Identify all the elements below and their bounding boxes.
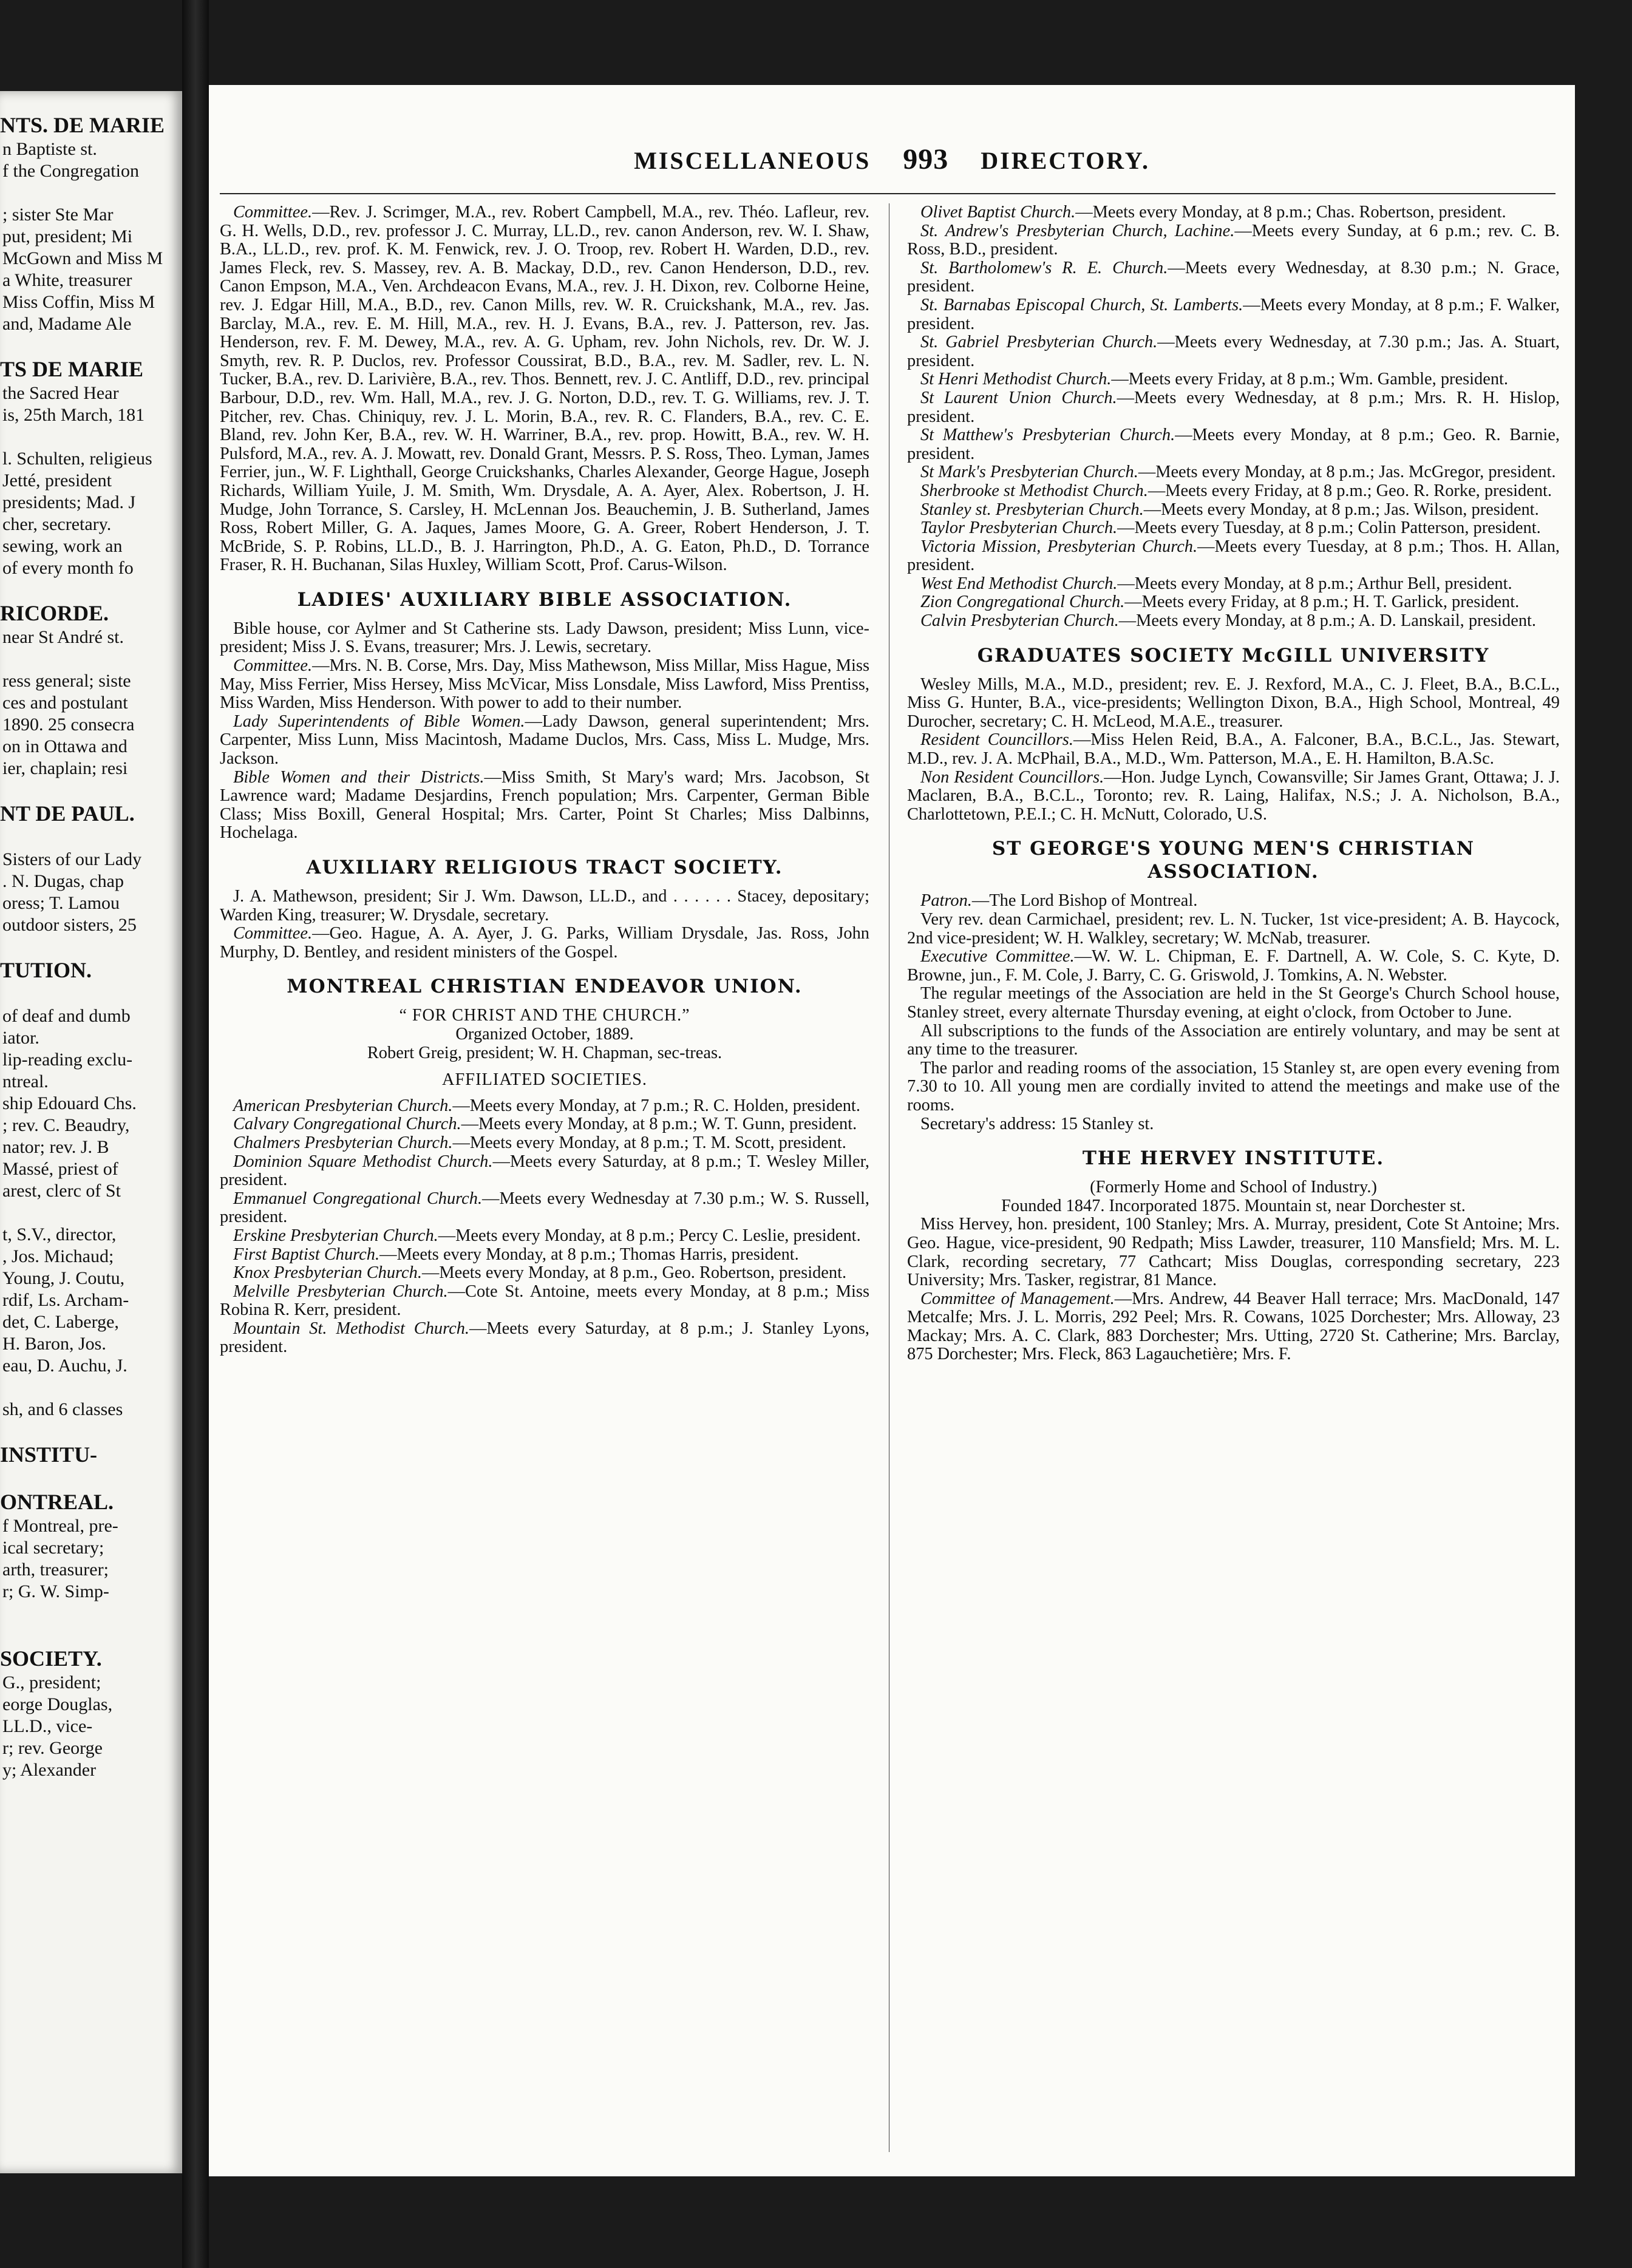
directory-entry: [907, 426, 1560, 463]
facing-line: outdoor sisters, 25: [2, 915, 137, 935]
facing-heading: TS DE MARIE: [0, 357, 144, 381]
entry-text: —Meets every Monday, at 8 p.m.; Chas. Robertson, president.: [1075, 203, 1506, 222]
entry-label: Sherbrooke st Methodist Church.: [920, 481, 1148, 500]
entry-label: Committee.: [233, 656, 313, 676]
directory-entry: [907, 911, 1560, 948]
facing-line: rdif, Ls. Archam-: [2, 1290, 129, 1310]
entry-text: —Meets every Monday, at 8 p.m.; F. Walker, president.: [907, 295, 1560, 333]
entry-label: Resident Councillors.: [920, 730, 1073, 750]
entry-text: —Meets every Monday, at 8 p.m.; Percy C. Leslie, president.: [438, 1226, 861, 1245]
facing-line: oress; T. Lamou: [2, 893, 120, 913]
entry-label: Victoria Mission, Presbyterian Church.: [920, 537, 1198, 556]
facing-line: Massé, priest of: [2, 1159, 118, 1179]
facing-heading: TUTION.: [0, 958, 92, 982]
entry-text: —Hon. Judge Lynch, Cowansville; Sir James Grant, Ottawa; J. J. Maclaren, B.A., B.C.L., Toronto; rev. R. Laing, Halifax, N.S.; J. A. Nicholson, B.A., Charlottetown, P.E.I.; C. H. McNutt, Colorado, U.S.: [907, 767, 1560, 824]
facing-line: y; Alexander: [2, 1760, 97, 1780]
facing-line: [0, 426, 182, 448]
directory-entry: [907, 1022, 1560, 1059]
entry-label: St Mark's Presbyterian Church.: [920, 463, 1138, 482]
entry-text: J. A. Mathewson, president; Sir J. Wm. Dawson, LL.D., and . . . . . . Stacey, depositary; Warden King, treasurer; W. Drysdale, secretary.: [220, 887, 869, 925]
directory-entry: [907, 538, 1560, 575]
entry-label: St Laurent Union Church.: [920, 388, 1117, 407]
entry-label: Committee.: [233, 924, 313, 943]
directory-entry: [907, 389, 1560, 426]
facing-line: [0, 648, 182, 670]
entry-label: Zion Congregational Church.: [920, 592, 1125, 612]
entry-text: —Meets every Wednesday, at 8.30 p.m.; N. Grace, president.: [907, 258, 1560, 296]
facing-line: ress general; siste: [2, 671, 131, 691]
entry-label: Emmanuel Congregational Church.: [233, 1189, 483, 1208]
facing-line: nator; rev. J. B: [2, 1137, 109, 1157]
section-heading: LADIES' AUXILIARY BIBLE ASSOCIATION.: [297, 588, 792, 611]
page-number: 993: [903, 143, 949, 175]
entry-label: Chalmers Presbyterian Church.: [233, 1133, 453, 1152]
facing-line: n Baptiste st.: [2, 139, 97, 159]
directory-entry: [907, 1290, 1560, 1364]
entry-label: Stanley st. Presbyterian Church.: [920, 500, 1144, 519]
entry-text: —Meets every Tuesday, at 8 p.m.; Colin Patterson, president.: [1117, 518, 1541, 538]
directory-entry: [907, 482, 1560, 501]
entry-text: All subscriptions to the funds of the Association are entirely voluntary, and may be sent at any time to the treasurer.: [907, 1021, 1560, 1059]
facing-heading: RICORDE.: [0, 601, 109, 625]
entry-text: —Meets every Monday, at 8 p.m.; W. T. Gunn, president.: [461, 1115, 857, 1134]
facing-line: Young, J. Coutu,: [2, 1268, 125, 1288]
facing-line: put, president; Mi: [2, 226, 133, 246]
entry-label: St. Andrew's Presbyterian Church, Lachine.: [920, 221, 1235, 240]
entry-text: —Mrs. Andrew, 44 Beaver Hall terrace; Mrs. MacDonald, 147 Metcalfe; Mrs. J. L. Morris, 292 Peel; Mrs. R. Cowans, 1025 Dorchester; Mrs. Alloway, 23 Mackay; Mrs. A. C. Clark, 883 Dorchester; Mrs. Utting, 2720 St. Catherine; Mrs. Barclay, 875 Dorchester; Mrs. Fleck, 863 Lagauchetière; Mrs. F.: [907, 1289, 1560, 1364]
entry-text: —Miss Helen Reid, B.A., A. Falconer, B.A., B.C.L., Jas. Stewart, M.D., rev. J. A. McPhail, B.A., M.D., Wm. Patterson, M.A., E. H. Hamilton, B.A.Sc.: [907, 730, 1560, 769]
facing-line: eau, D. Auchu, J.: [2, 1356, 127, 1376]
entry-label: Taylor Presbyterian Church.: [920, 518, 1118, 538]
entry-label: Committee of Management.: [920, 1289, 1115, 1308]
facing-line: [0, 1603, 182, 1625]
directory-entry: [907, 731, 1560, 768]
entry-text: —Meets every Sunday, at 6 p.m.; rev. C. B. Ross, B.D., president.: [907, 221, 1560, 259]
entry-text: —Meets every Monday, at 8 p.m.; Jas. McGregor, president.: [1138, 463, 1556, 482]
directory-entry: [907, 463, 1560, 482]
facing-line: [0, 983, 182, 1005]
facing-line: Jetté, president: [2, 470, 112, 491]
facing-line: ces and postulant: [2, 693, 128, 713]
directory-entry: [220, 1134, 869, 1153]
directory-entry: [907, 1115, 1560, 1134]
directory-entry: [907, 333, 1560, 370]
directory-entry: [907, 222, 1560, 259]
facing-line: H. Baron, Jos.: [2, 1334, 106, 1354]
entry-text: —Meets every Monday, at 8 p.m., Geo. Robertson, president.: [421, 1263, 847, 1283]
directory-entry: [220, 203, 869, 575]
facing-line: ier, chaplain; resi: [2, 758, 128, 778]
directory-entry: [220, 1115, 869, 1134]
entry-text: —Meets every Wednesday at 7.30 p.m.; W. S. Russell, president.: [220, 1189, 869, 1227]
entry-text: —Meets every Wednesday, at 8 p.m.; Mrs. R. H. Hislop, president.: [907, 388, 1560, 426]
entry-label: Executive Committee.: [920, 947, 1075, 966]
entry-text: Wesley Mills, M.A., M.D., president; rev. E. J. Rexford, M.A., C. J. Fleet, B.A., B.C.L., Miss G. Hunter, B.A., vice-presidents; Wellington Dixon, B.A., High School, Montreal, 49 Durocher, secretary; C. H. McLeod, M.A.E., treasurer.: [907, 674, 1560, 731]
directory-entry: [907, 1215, 1560, 1289]
facing-line: near St André st.: [2, 627, 124, 647]
entry-label: American Presbyterian Church.: [233, 1096, 453, 1115]
entry-text: —Meets every Wednesday, at 7.30 p.m.; Jas. A. Stuart, president.: [907, 333, 1560, 370]
entry-text: —Meets every Saturday, at 8 p.m.; T. Wesley Miller, president.: [220, 1152, 870, 1190]
facing-line: the Sacred Hear: [2, 383, 119, 403]
facing-page-fragment: [0, 91, 182, 2173]
entry-label: West End Methodist Church.: [920, 574, 1118, 593]
facing-line: presidents; Mad. J: [2, 492, 136, 512]
left-column: [220, 203, 869, 1357]
directory-entry: [220, 1097, 869, 1116]
section-heading: AUXILIARY RELIGIOUS TRACT SOCIETY.: [306, 857, 783, 878]
directory-entry: [220, 713, 869, 769]
facing-line: eorge Douglas,: [2, 1694, 113, 1714]
entry-text: —Rev. J. Scrimger, M.A., rev. Robert Campbell, M.A., rev. Théo. Lafleur, rev. G. H. Wells, D.D., rev. professor J. C. Murray, LL.D., rev. canon Anderson, rev. W. I. Shaw, B.A., LL.D., rev. prof. K. M. Fenwick, rev. J. O. Troop, rev. Robert H. Warden, D.D., rev. James Fleck, rev. S. Massey, rev. A. B. Mackay, D.D., rev. Canon Henderson, D.D., rev. Canon Empson, M.A., Ven. Archdeacon Evans, M.A., rev. J. H. Dixon, rev. Colborne Heine, rev. J. Edgar Hill, M.A., B.D., rev. Canon Mills, rev. W. R. Cruickshank, M.A., rev. Jas. Barclay, M.A., rev. E. M. Hill, M.A., rev. H. J. Evans, B.A., rev. J. Patterson, rev. Jas. Henderson, rev. F. M. Dewey, M.A., rev. A. G. Upham, rev. John Nichols, rev. Dr. W. J. Smyth, rev. R. P. Duclos, rev. Professor Coussirat, B.D., B.A., rev. M. Sadler, rev. L. N. Tucker, B.A., rev. D. Larivière, B.A., rev. Thos. Bennett, rev. J. C. Antliff, D.D., rev. principal Barbour, D.D., rev. Wm. Hall, M.A., rev. J. G. Norton, D.D., rev. T. G. Williams, rev. J. T. Pitcher, rev. Chas. Chiniquy, rev. J. L. Morin, B.A., rev. R. C. Flanders, B.A., rev. C. E. Bland, rev. John Ker, B.A., rev. W. H. Warriner, B.A., rev. prop. Howitt, B.A., rev. W. H. Pulsford, M.A., rev. A. J. Mowatt, rev. Donald Grant, Messrs. P. S. Ross, Theo. Lyman, James Ferrier, jun., W. F. Lighthall, George Cruickshanks, Charles Alexander, George Hague, Joseph Richards, William Yuile, J. M. Smith, Wm. Drysdale, A. A. Ayer, Alex. Robertson, J. H. Mudge, John Torrance, S. Carsley, H. McLennan Jos. Beauchemin, J. B. Sutherland, James Ross, Robert Miller, G. A. Jaques, James Moore, G. A. Greer, Robert Henderson, J. T. McBride, S. P. Robins, LL.D., B. J. Harrington, Ph.D., A. G. Eaton, Ph.D., D. Torrance Fraser, R. H. Buchanan, Silas Huxley, William Scott, Prof. Carus-Wilson.: [220, 203, 869, 575]
entry-text: —Meets every Monday, at 7 p.m.; R. C. Holden, president.: [452, 1096, 860, 1115]
entry-label: Non Resident Councillors.: [920, 767, 1104, 787]
entry-label: Erskine Presbyterian Church.: [233, 1226, 438, 1245]
facing-line: [0, 827, 182, 849]
entry-text: —Meets every Monday, at 8 p.m.; Arthur Bell, president.: [1117, 574, 1512, 593]
entry-label: St. Gabriel Presbyterian Church.: [920, 333, 1158, 352]
entry-text: —Cote St. Antoine, meets every Monday, at 8 p.m.; Miss Robina R. Kerr, president.: [220, 1282, 869, 1320]
entry-text: —Meets every Monday, at 8 p.m.; Jas. Wilson, president.: [1143, 500, 1539, 519]
entry-text: —Meets every Monday, at 8 p.m.; A. D. Lanskail, president.: [1118, 611, 1536, 631]
directory-entry: [907, 296, 1560, 333]
centered-line: Founded 1847. Incorporated 1875. Mountain st, near Dorchester st.: [1001, 1196, 1466, 1215]
right-column: [907, 203, 1560, 1364]
entry-label: Calvin Presbyterian Church.: [920, 611, 1119, 631]
section-heading: THE HERVEY INSTITUTE.: [1082, 1147, 1385, 1170]
centered-line: (Formerly Home and School of Industry.): [1090, 1178, 1377, 1197]
directory-entry: [220, 925, 869, 962]
entry-text: The parlor and reading rooms of the association, 15 Stanley st, are open every evening from 7.30 to 10. All young men are cordially invited to attend the meetings and make use of the rooms.: [907, 1058, 1560, 1115]
facing-line: on in Ottawa and: [2, 736, 127, 756]
directory-entry: [220, 1320, 869, 1357]
header-left: MISCELLANEOUS: [634, 147, 871, 174]
directory-entry: [220, 769, 869, 843]
entry-text: —Meets every Friday, at 8 p.m.; Geo. R. Rorke, president.: [1148, 481, 1552, 500]
entry-label: First Baptist Church.: [233, 1244, 380, 1264]
directory-entry: [907, 575, 1560, 594]
facing-heading: INSTITU-: [0, 1442, 98, 1467]
entry-label: St. Bartholomew's R. E. Church.: [920, 258, 1168, 277]
facing-line: arth, treasurer;: [2, 1560, 109, 1580]
facing-heading: NT DE PAUL.: [0, 801, 135, 826]
facing-line: Miss Coffin, Miss M: [2, 292, 155, 312]
directory-entry: [907, 892, 1560, 911]
directory-entry: [220, 620, 869, 657]
facing-line: ical secretary;: [2, 1538, 104, 1558]
book-gutter: [182, 0, 209, 2268]
entry-text: Very rev. dean Carmichael, president; rev. L. N. Tucker, 1st vice-president; A. B. Haycock, 2nd vice-president; W. H. Walkley, secretary; W. McNab, treasurer.: [907, 910, 1560, 948]
motto: “ FOR CHRIST AND THE CHURCH.”: [399, 1006, 690, 1025]
entry-text: —Meets every Tuesday, at 8 p.m.; Thos. H. Allan, president.: [907, 537, 1560, 575]
entry-label: Olivet Baptist Church.: [920, 203, 1076, 222]
entry-text: The regular meetings of the Association are held in the St George's Church School house, Stanley street, every alternate Thursday evening, at eight o'clock, from October to June.: [907, 984, 1560, 1022]
facing-line: t, S.V., director,: [2, 1224, 117, 1244]
directory-entry: [220, 1246, 869, 1265]
section-heading: ST GEORGE'S YOUNG MEN'S CHRISTIAN ASSOCIATION.: [991, 838, 1475, 883]
entry-text: —Mrs. N. B. Corse, Mrs. Day, Miss Mathewson, Miss Millar, Miss Hague, Miss May, Miss Ferrier, Miss Hersey, Miss McVicar, Miss Lonsdale, Miss Lawford, Miss Prentiss, Miss Warden, Miss Henderson. With power to add to their number.: [220, 656, 869, 713]
facing-line: ntreal.: [2, 1071, 49, 1092]
directory-entry: [907, 985, 1560, 1022]
entry-label: Patron.: [920, 891, 972, 911]
facing-line: and, Madame Ale: [2, 314, 132, 334]
directory-entry: [220, 1227, 869, 1246]
entry-label: Mountain St. Methodist Church.: [233, 1319, 470, 1338]
entry-label: Dominion Square Methodist Church.: [233, 1152, 493, 1171]
entry-text: —Meets every Monday, at 8 p.m.; Thomas Harris, president.: [379, 1244, 799, 1264]
facing-line: . N. Dugas, chap: [2, 871, 124, 891]
facing-line: ; sister Ste Mar: [2, 205, 114, 225]
directory-entry: [220, 657, 869, 713]
entry-text: Bible house, cor Aylmer and St Catherine sts. Lady Dawson, president; Miss Lunn, vice-president; Miss J. S. Evans, treasurer; Mrs. J. Lewis, secretary.: [220, 619, 869, 657]
directory-entry: [907, 370, 1560, 389]
facing-line: arest, clerc of St: [2, 1181, 121, 1201]
entry-text: Secretary's address: 15 Stanley st.: [920, 1114, 1154, 1133]
entry-text: —Meets every Saturday, at 8 p.m.; J. Stanley Lyons, president.: [220, 1319, 870, 1357]
entry-label: St. Barnabas Episcopal Church, St. Lamberts.: [920, 295, 1243, 314]
entry-text: —Lady Dawson, general superintendent; Mrs. Carpenter, Miss Lunn, Miss Macintosh, Madame Duclos, Mrs. Cass, Miss L. Mudge, Mrs. Jackson.: [220, 711, 869, 769]
facing-line: r; G. W. Simp-: [2, 1581, 109, 1601]
facing-line: LL.D., vice-: [2, 1716, 93, 1736]
entry-label: St Henri Methodist Church.: [920, 370, 1112, 389]
entry-text: —The Lord Bishop of Montreal.: [971, 891, 1198, 911]
facing-heading: NTS. DE MARIE: [0, 113, 165, 137]
facing-line: is, 25th March, 181: [2, 405, 145, 425]
entry-text: —Meets every Friday, at 8 p.m.; H. T. Garlick, president.: [1124, 592, 1520, 612]
facing-line: G., president;: [2, 1672, 101, 1693]
directory-entry: [907, 612, 1560, 631]
facing-line: lip-reading exclu-: [2, 1050, 133, 1070]
facing-line: [0, 1202, 182, 1224]
directory-entry: [220, 888, 869, 925]
subheading: AFFILIATED SOCIETIES.: [441, 1070, 648, 1090]
entry-label: Committee.: [233, 203, 313, 222]
directory-entry: [907, 259, 1560, 296]
facing-line: Sisters of our Lady: [2, 849, 142, 869]
section-heading: GRADUATES SOCIETY McGILL UNIVERSITY: [977, 644, 1490, 667]
directory-entry: [220, 1153, 869, 1190]
directory-entry: [907, 1059, 1560, 1115]
facing-line: 1890. 25 consecra: [2, 715, 135, 735]
header-rule: [220, 193, 1555, 194]
entry-text: —Miss Smith, St Mary's ward; Mrs. Jacobson, St Lawrence ward; Madame Desjardins, French population; Mrs. Carpenter, German Bible Class; Miss Boxill, General Hospital; Mrs. Carter, Point St Charles; Miss Dalbinns, Hochelaga.: [220, 767, 869, 843]
centered-line: Robert Greig, president; W. H. Chapman, sec-treas.: [367, 1043, 722, 1062]
facing-line: , Jos. Michaud;: [2, 1246, 114, 1266]
facing-line: sh, and 6 classes: [2, 1399, 123, 1419]
centered-line: Organized October, 1889.: [455, 1024, 634, 1044]
directory-entry: [220, 1264, 869, 1283]
entry-label: Bible Women and their Districts.: [233, 767, 484, 787]
facing-line: ; rev. C. Beaudry,: [2, 1115, 130, 1135]
facing-line: cher, secretary.: [2, 514, 112, 534]
entry-text: Miss Hervey, hon. president, 100 Stanley; Mrs. A. Murray, president, Cote St Antoine; Mrs. Geo. Hague, vice-president, 90 Redpath; Miss Lawder, treasurer, 110 Mansfield; Mrs. M. L. Clark, recording secretary, 77 Cathcart; Miss Douglas, corresponding secretary, 223 University; Mrs. Tasker, registrar, 81 Mance.: [907, 1215, 1560, 1290]
facing-line: f Montreal, pre-: [2, 1516, 118, 1536]
facing-line: r; rev. George: [2, 1738, 103, 1758]
entry-text: —Geo. Hague, A. A. Ayer, J. G. Parks, William Drysdale, Jas. Ross, John Murphy, D. Bentley, and resident ministers of the Gospel.: [220, 924, 869, 962]
facing-line: McGown and Miss M: [2, 248, 163, 268]
facing-line: of every month fo: [2, 558, 134, 578]
entry-text: —Meets every Friday, at 8 p.m.; Wm. Gamble, president.: [1111, 370, 1509, 389]
facing-line: iator.: [2, 1028, 39, 1048]
facing-heading: ONTREAL.: [0, 1490, 114, 1514]
facing-line: [0, 182, 182, 204]
page-header: [209, 143, 1575, 176]
directory-entry: [907, 676, 1560, 732]
facing-line: of deaf and dumb: [2, 1006, 131, 1026]
facing-line: l. Schulten, religieus: [2, 449, 152, 469]
section-heading: MONTREAL CHRISTIAN ENDEAVOR UNION.: [287, 976, 803, 998]
facing-line: [0, 1377, 182, 1399]
entry-text: —Meets every Monday, at 8 p.m.; T. M. Scott, president.: [452, 1133, 846, 1152]
directory-entry: [907, 519, 1560, 538]
facing-line: det, C. Laberge,: [2, 1312, 119, 1332]
facing-line: f the Congregation: [2, 161, 139, 181]
entry-text: —W. W. L. Chipman, E. F. Dartnell, A. W. Cole, S. C. Kyte, D. Browne, jun., F. M. Cole, J. Barry, C. G. Griswold, J. Tomkins, A. N. Webster.: [907, 947, 1560, 985]
directory-entry: [220, 1283, 869, 1320]
directory-entry: [907, 593, 1560, 612]
directory-entry: [907, 501, 1560, 520]
facing-line: sewing, work an: [2, 536, 123, 556]
directory-entry: [907, 203, 1560, 222]
entry-label: St Matthew's Presbyterian Church.: [920, 426, 1175, 445]
facing-line: ship Edouard Chs.: [2, 1093, 137, 1113]
entry-label: Knox Presbyterian Church.: [233, 1263, 422, 1283]
entry-label: Calvary Congregational Church.: [233, 1115, 461, 1134]
entry-label: Melville Presbyterian Church.: [233, 1282, 448, 1301]
directory-entry: [907, 948, 1560, 985]
directory-page: [209, 85, 1575, 2176]
entry-text: —Meets every Monday, at 8 p.m.; Geo. R. Barnie, president.: [907, 426, 1560, 463]
directory-entry: [907, 769, 1560, 824]
facing-heading: SOCIETY.: [0, 1646, 102, 1671]
facing-line: a White, treasurer: [2, 270, 132, 290]
directory-entry: [220, 1190, 869, 1227]
entry-label: Lady Superintendents of Bible Women.: [233, 711, 525, 731]
header-right: DIRECTORY.: [981, 147, 1150, 174]
